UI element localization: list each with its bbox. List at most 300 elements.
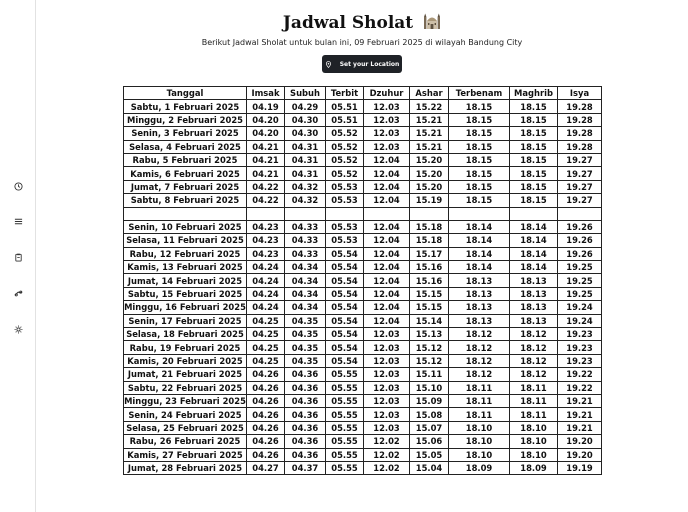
time-cell: 15.21 [410, 127, 449, 140]
time-cell: 05.52 [326, 153, 364, 166]
time-cell: 18.12 [449, 328, 510, 341]
table-header [124, 87, 602, 100]
prayer-schedule-table [123, 86, 602, 475]
time-cell: 05.55 [326, 421, 364, 434]
time-cell: 15.17 [410, 247, 449, 260]
table-row [124, 381, 602, 394]
time-cell: 19.19 [558, 461, 602, 474]
time-cell: 18.15 [449, 153, 510, 166]
time-cell: 19.26 [558, 220, 602, 233]
time-cell: 04.34 [285, 274, 326, 287]
time-cell: 18.13 [449, 287, 510, 300]
date-cell: Rabu, 26 Februari 2025 [124, 435, 247, 448]
column-header: Isya [558, 87, 602, 100]
time-cell: 05.54 [326, 261, 364, 274]
time-cell: 05.55 [326, 394, 364, 407]
time-cell: 15.18 [410, 220, 449, 233]
time-cell: 19.25 [558, 261, 602, 274]
time-cell: 19.26 [558, 234, 602, 247]
table-row [124, 127, 602, 140]
time-cell: 04.37 [285, 461, 326, 474]
table-row [124, 394, 602, 407]
time-cell: 04.36 [285, 421, 326, 434]
column-header: Tanggal [124, 87, 247, 100]
date-cell: Sabtu, 15 Februari 2025 [124, 287, 247, 300]
time-cell: 19.25 [558, 287, 602, 300]
time-cell [449, 207, 510, 220]
time-cell: 19.24 [558, 314, 602, 327]
time-cell: 19.24 [558, 301, 602, 314]
time-cell: 04.26 [247, 381, 285, 394]
date-cell: Senin, 3 Februari 2025 [124, 127, 247, 140]
time-cell: 04.21 [247, 140, 285, 153]
time-cell: 05.54 [326, 354, 364, 367]
time-cell: 05.54 [326, 287, 364, 300]
time-cell: 05.53 [326, 220, 364, 233]
time-cell: 04.31 [285, 140, 326, 153]
time-cell: 04.32 [285, 194, 326, 207]
time-cell: 05.55 [326, 461, 364, 474]
time-cell: 19.23 [558, 341, 602, 354]
time-cell: 18.15 [449, 167, 510, 180]
time-cell: 18.13 [449, 301, 510, 314]
time-cell: 18.11 [449, 394, 510, 407]
time-cell [364, 207, 410, 220]
date-cell: Jumat, 21 Februari 2025 [124, 368, 247, 381]
time-cell: 18.15 [510, 140, 558, 153]
time-cell: 12.03 [364, 381, 410, 394]
time-cell: 05.54 [326, 274, 364, 287]
table-row [124, 314, 602, 327]
time-cell: 18.09 [510, 461, 558, 474]
time-cell: 18.14 [449, 220, 510, 233]
table-row [124, 448, 602, 461]
time-cell: 12.03 [364, 100, 410, 113]
date-cell: Minggu, 16 Februari 2025 [124, 302, 246, 313]
time-cell: 18.13 [449, 314, 510, 327]
time-cell: 15.15 [410, 301, 449, 314]
time-cell: 18.12 [449, 341, 510, 354]
time-cell: 18.15 [510, 127, 558, 140]
time-cell: 12.04 [364, 247, 410, 260]
time-cell: 04.30 [285, 113, 326, 126]
time-cell: 19.27 [558, 180, 602, 193]
time-cell: 18.13 [510, 301, 558, 314]
time-cell: 19.20 [558, 435, 602, 448]
time-cell: 04.26 [247, 435, 285, 448]
table-row [124, 180, 602, 193]
clock-icon[interactable] [9, 177, 27, 195]
table-row [124, 100, 602, 113]
time-cell: 18.13 [449, 274, 510, 287]
date-cell [124, 207, 247, 220]
date-cell: Rabu, 5 Februari 2025 [124, 153, 247, 166]
table-row [124, 234, 602, 247]
time-cell: 18.11 [510, 408, 558, 421]
time-cell: 12.04 [364, 301, 410, 314]
time-cell: 04.35 [285, 341, 326, 354]
time-cell: 04.20 [247, 127, 285, 140]
table-row [124, 261, 602, 274]
time-cell: 04.35 [285, 328, 326, 341]
time-cell: 04.33 [285, 247, 326, 260]
time-cell: 19.26 [558, 247, 602, 260]
time-cell: 15.18 [410, 234, 449, 247]
date-cell: Sabtu, 8 Februari 2025 [124, 194, 247, 207]
time-cell: 04.30 [285, 127, 326, 140]
time-cell: 18.13 [510, 274, 558, 287]
time-cell: 18.09 [449, 461, 510, 474]
time-cell: 19.20 [558, 448, 602, 461]
time-cell: 04.34 [285, 261, 326, 274]
time-cell: 19.28 [558, 113, 602, 126]
time-cell: 18.13 [510, 287, 558, 300]
time-cell: 04.25 [247, 328, 285, 341]
time-cell: 12.03 [364, 408, 410, 421]
date-cell: Senin, 24 Februari 2025 [124, 408, 247, 421]
time-cell: 04.20 [247, 113, 285, 126]
table-row [124, 153, 602, 166]
table-row [124, 194, 602, 207]
column-header: Maghrib [510, 87, 558, 100]
time-cell: 18.15 [510, 167, 558, 180]
table-body [124, 100, 602, 475]
table-row [124, 328, 602, 341]
time-cell: 12.04 [364, 194, 410, 207]
time-cell: 15.13 [410, 328, 449, 341]
time-cell: 15.21 [410, 113, 449, 126]
date-cell: Jumat, 7 Februari 2025 [124, 180, 247, 193]
time-cell: 12.03 [364, 140, 410, 153]
time-cell: 04.31 [285, 167, 326, 180]
time-cell: 12.04 [364, 287, 410, 300]
time-cell: 15.10 [410, 381, 449, 394]
date-cell: Selasa, 25 Februari 2025 [124, 421, 247, 434]
time-cell: 05.54 [326, 328, 364, 341]
time-cell: 04.19 [247, 100, 285, 113]
time-cell: 15.20 [410, 153, 449, 166]
table-row [124, 220, 602, 233]
time-cell: 12.03 [364, 113, 410, 126]
time-cell: 12.02 [364, 435, 410, 448]
time-cell: 18.12 [510, 354, 558, 367]
time-cell: 19.28 [558, 100, 602, 113]
time-cell: 04.36 [285, 368, 326, 381]
date-cell: Minggu, 2 Februari 2025 [124, 113, 247, 126]
table-row [124, 287, 602, 300]
time-cell: 19.27 [558, 167, 602, 180]
date-cell: Sabtu, 22 Februari 2025 [124, 381, 247, 394]
table-row [124, 167, 602, 180]
date-cell: Kamis, 6 Februari 2025 [124, 167, 247, 180]
mosque-icon [423, 12, 441, 35]
time-cell: 12.03 [364, 368, 410, 381]
time-cell: 04.25 [247, 354, 285, 367]
location-pin-icon [325, 61, 332, 68]
list-icon[interactable] [9, 212, 27, 230]
time-cell: 15.12 [410, 341, 449, 354]
time-cell: 15.05 [410, 448, 449, 461]
time-cell: 18.12 [449, 354, 510, 367]
time-cell: 04.23 [247, 234, 285, 247]
set-location-label: Set your Location [339, 60, 400, 68]
time-cell: 15.11 [410, 368, 449, 381]
time-cell: 05.53 [326, 194, 364, 207]
time-cell [410, 207, 449, 220]
set-location-button[interactable] [322, 55, 402, 73]
time-cell: 04.26 [247, 421, 285, 434]
time-cell: 04.31 [285, 153, 326, 166]
time-cell: 04.25 [247, 314, 285, 327]
column-header: Terbenam [449, 87, 510, 100]
date-cell: Jumat, 14 Februari 2025 [124, 274, 247, 287]
time-cell: 04.35 [285, 354, 326, 367]
time-cell [285, 207, 326, 220]
time-cell [510, 207, 558, 220]
column-header: Subuh [285, 87, 326, 100]
time-cell: 18.10 [510, 435, 558, 448]
time-cell: 18.15 [510, 180, 558, 193]
column-header: Dzuhur [364, 87, 410, 100]
time-cell: 15.08 [410, 408, 449, 421]
time-cell: 05.54 [326, 314, 364, 327]
time-cell: 05.55 [326, 408, 364, 421]
time-cell: 04.36 [285, 381, 326, 394]
time-cell: 15.14 [410, 314, 449, 327]
time-cell: 19.23 [558, 328, 602, 341]
time-cell: 19.28 [558, 140, 602, 153]
time-cell: 04.33 [285, 234, 326, 247]
time-cell: 04.26 [247, 408, 285, 421]
time-cell: 15.12 [410, 354, 449, 367]
date-cell: Kamis, 13 Februari 2025 [124, 261, 247, 274]
time-cell: 04.25 [247, 341, 285, 354]
time-cell: 04.29 [285, 100, 326, 113]
time-cell: 15.15 [410, 287, 449, 300]
time-cell: 04.36 [285, 435, 326, 448]
time-cell: 05.51 [326, 113, 364, 126]
time-cell: 12.03 [364, 328, 410, 341]
time-cell: 18.15 [449, 140, 510, 153]
time-cell: 18.15 [449, 194, 510, 207]
table-row [124, 341, 602, 354]
time-cell: 18.12 [449, 368, 510, 381]
time-cell: 12.04 [364, 153, 410, 166]
date-cell: Kamis, 20 Februari 2025 [124, 354, 247, 367]
time-cell: 04.24 [247, 274, 285, 287]
time-cell: 19.25 [558, 274, 602, 287]
time-cell: 18.15 [449, 180, 510, 193]
time-cell: 12.04 [364, 180, 410, 193]
time-cell: 18.10 [449, 435, 510, 448]
time-cell: 18.10 [449, 448, 510, 461]
time-cell: 12.04 [364, 220, 410, 233]
time-cell: 05.52 [326, 127, 364, 140]
time-cell: 04.22 [247, 180, 285, 193]
table-row [124, 354, 602, 367]
time-cell: 19.27 [558, 153, 602, 166]
time-cell: 15.20 [410, 180, 449, 193]
time-cell: 04.36 [285, 408, 326, 421]
time-cell: 12.04 [364, 261, 410, 274]
time-cell: 04.34 [285, 301, 326, 314]
time-cell: 12.02 [364, 461, 410, 474]
time-cell: 05.52 [326, 167, 364, 180]
date-cell: Selasa, 11 Februari 2025 [124, 234, 247, 247]
time-cell: 15.06 [410, 435, 449, 448]
time-cell: 18.13 [510, 314, 558, 327]
page-title-text: Jadwal Sholat [282, 13, 414, 33]
table-row [124, 113, 602, 126]
header-row [124, 87, 602, 100]
time-cell: 05.55 [326, 448, 364, 461]
time-cell: 04.33 [285, 220, 326, 233]
time-cell: 15.20 [410, 167, 449, 180]
time-cell: 15.07 [410, 421, 449, 434]
date-cell: Kamis, 27 Februari 2025 [124, 448, 247, 461]
time-cell: 04.36 [285, 448, 326, 461]
time-cell: 04.27 [247, 461, 285, 474]
time-cell: 04.21 [247, 167, 285, 180]
table-row [124, 435, 602, 448]
date-cell: Senin, 17 Februari 2025 [124, 314, 247, 327]
time-cell: 12.03 [364, 394, 410, 407]
time-cell: 18.14 [510, 234, 558, 247]
time-cell: 12.04 [364, 234, 410, 247]
time-cell: 18.15 [449, 113, 510, 126]
time-cell: 18.15 [449, 127, 510, 140]
table-row [124, 461, 602, 474]
time-cell: 12.03 [364, 421, 410, 434]
date-cell: Sabtu, 1 Februari 2025 [124, 100, 247, 113]
time-cell: 18.11 [449, 381, 510, 394]
column-header: Imsak [247, 87, 285, 100]
time-cell: 12.04 [364, 167, 410, 180]
time-cell: 04.32 [285, 180, 326, 193]
table-row [124, 207, 602, 220]
time-cell: 15.21 [410, 140, 449, 153]
page-title [36, 12, 688, 35]
table-row [124, 140, 602, 153]
time-cell: 18.10 [510, 448, 558, 461]
time-cell: 15.09 [410, 394, 449, 407]
column-header: Terbit [326, 87, 364, 100]
time-cell: 12.03 [364, 127, 410, 140]
table-row [124, 301, 602, 314]
time-cell: 05.54 [326, 301, 364, 314]
time-cell: 04.26 [247, 394, 285, 407]
time-cell: 18.14 [449, 234, 510, 247]
clipboard-icon[interactable] [9, 248, 27, 266]
time-cell: 18.14 [510, 220, 558, 233]
time-cell: 12.03 [364, 354, 410, 367]
time-cell: 05.53 [326, 180, 364, 193]
time-cell [247, 207, 285, 220]
time-cell: 18.15 [510, 100, 558, 113]
table-row [124, 274, 602, 287]
page-subtitle: Berikut Jadwal Sholat untuk bulan ini, 09 Februari 2025 di wilayah Bandung City [201, 38, 523, 47]
time-cell: 04.24 [247, 301, 285, 314]
time-cell: 05.54 [326, 341, 364, 354]
time-cell: 18.11 [510, 394, 558, 407]
time-cell: 18.15 [449, 100, 510, 113]
time-cell: 19.23 [558, 354, 602, 367]
time-cell: 15.19 [410, 194, 449, 207]
time-cell: 19.21 [558, 408, 602, 421]
time-cell: 18.10 [510, 421, 558, 434]
date-cell: Selasa, 18 Februari 2025 [124, 328, 247, 341]
time-cell: 04.36 [285, 394, 326, 407]
time-cell: 18.12 [510, 328, 558, 341]
date-cell: Rabu, 19 Februari 2025 [124, 341, 247, 354]
time-cell: 12.03 [364, 341, 410, 354]
time-cell: 18.14 [449, 247, 510, 260]
date-cell: Minggu, 23 Februari 2025 [124, 396, 246, 407]
time-cell: 18.10 [449, 421, 510, 434]
time-cell: 05.55 [326, 381, 364, 394]
time-cell [326, 207, 364, 220]
time-cell: 18.11 [510, 381, 558, 394]
time-cell: 15.04 [410, 461, 449, 474]
time-cell: 04.24 [247, 261, 285, 274]
time-cell: 15.22 [410, 100, 449, 113]
time-cell: 18.14 [449, 261, 510, 274]
date-cell: Jumat, 28 Februari 2025 [124, 461, 247, 474]
time-cell: 05.53 [326, 234, 364, 247]
time-cell: 04.35 [285, 314, 326, 327]
time-cell: 18.15 [510, 153, 558, 166]
time-cell: 18.12 [510, 368, 558, 381]
table-row [124, 368, 602, 381]
time-cell: 19.22 [558, 368, 602, 381]
date-cell: Senin, 10 Februari 2025 [124, 220, 247, 233]
time-cell: 04.22 [247, 194, 285, 207]
time-cell: 15.16 [410, 261, 449, 274]
date-cell: Selasa, 4 Februari 2025 [124, 140, 247, 153]
time-cell: 04.23 [247, 220, 285, 233]
time-cell: 19.28 [558, 127, 602, 140]
time-cell: 05.51 [326, 100, 364, 113]
table-row [124, 247, 602, 260]
time-cell: 18.15 [510, 113, 558, 126]
time-cell: 15.16 [410, 274, 449, 287]
time-cell: 04.21 [247, 153, 285, 166]
time-cell [558, 207, 602, 220]
time-cell: 18.11 [449, 408, 510, 421]
sun-icon[interactable] [9, 320, 27, 338]
time-cell: 19.27 [558, 194, 602, 207]
time-cell: 05.54 [326, 247, 364, 260]
table-row [124, 408, 602, 421]
time-cell: 12.04 [364, 274, 410, 287]
time-cell: 05.55 [326, 368, 364, 381]
time-cell: 04.23 [247, 247, 285, 260]
time-cell: 12.02 [364, 448, 410, 461]
time-cell: 18.14 [510, 247, 558, 260]
time-cell: 19.22 [558, 381, 602, 394]
time-cell: 05.55 [326, 435, 364, 448]
date-cell: Rabu, 12 Februari 2025 [124, 247, 247, 260]
link-icon[interactable] [9, 284, 27, 302]
time-cell: 04.26 [247, 448, 285, 461]
time-cell: 18.12 [510, 341, 558, 354]
column-header: Ashar [410, 87, 449, 100]
time-cell: 18.15 [510, 194, 558, 207]
time-cell: 19.21 [558, 394, 602, 407]
time-cell: 04.26 [247, 368, 285, 381]
time-cell: 04.34 [285, 287, 326, 300]
time-cell: 19.21 [558, 421, 602, 434]
